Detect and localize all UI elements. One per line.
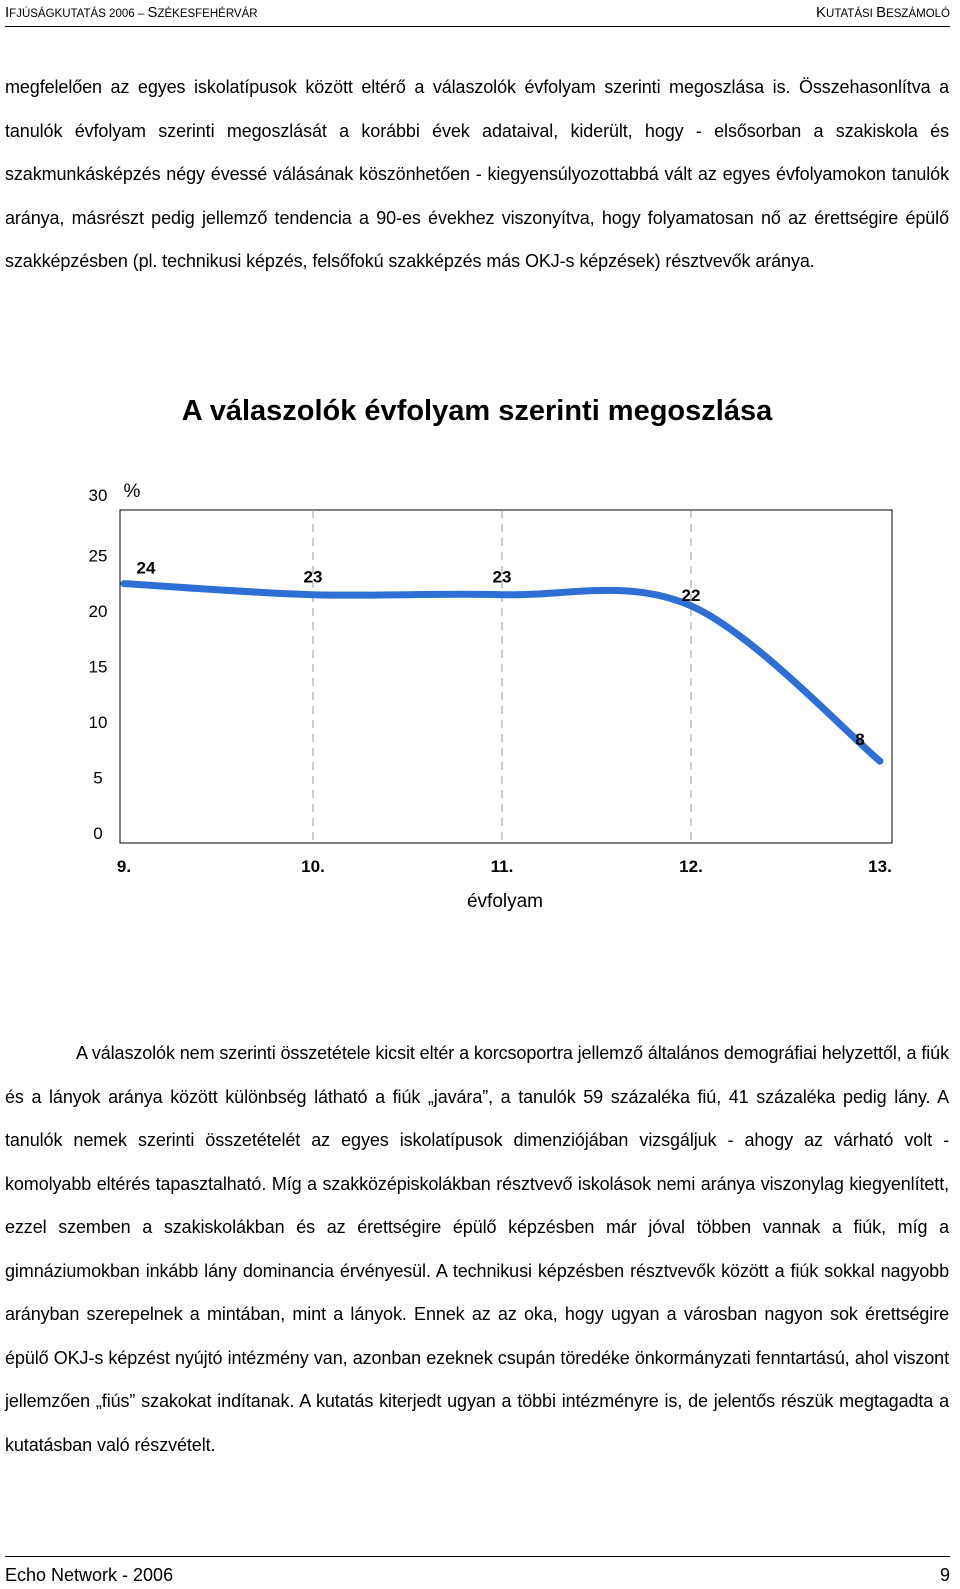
header-right-rest1: UTATÁSI	[826, 8, 877, 20]
data-label: 24	[136, 558, 156, 578]
chart-title: A válaszolók évfolyam szerinti megoszlása	[181, 395, 773, 427]
y-tick-label: 20	[88, 602, 108, 621]
header-left	[5, 4, 258, 21]
header-right-cap1: K	[816, 4, 827, 21]
header-left-rest1: FJÚSÁGKUTATÁS 2006 –	[9, 8, 148, 20]
y-tick-label: 30	[88, 486, 108, 505]
page-header	[5, 4, 950, 27]
page-footer	[5, 1556, 950, 1587]
x-axis-label: évfolyam	[466, 891, 544, 912]
line-chart	[0, 380, 960, 940]
body-paragraph-2: A válaszolók nem szerinti összetétele kicsit eltér a korcsoportra jellemző általános demográfiai helyzettől, a fiúk és a lányok aránya között különbség látható a fiúk „javára”, a tanulók 59 százaléka fiú, 41 százaléka pedig lány. A tanulók nemek szerinti összetételét az egyes iskolatípusok dimenziójában vizsgáljuk - ahogy az várható volt - komolyabb eltérés tapasztalható. Míg a szakközépiskolákban résztvevő iskolások nemi aránya viszonylag kiegyenlített, ezzel szemben a szakiskolákban és az érettségire épülő képzésben már jóval többen vannak a fiúk, míg a gimnáziumokban inkább lány dominancia érvényesül. A technikusi képzésben résztvevők között a fiúk sokkal nagyobb arányban szerepelnek a mintában, mint a lányok. Ennek az az oka, hogy ugyan a városban nagyon sok érettségire épülő OKJ-s képzést nyújtó intézmény van, azonban ezeknek csupán töredéke önkormányzati fenntartású, ahol viszont jellemzően „fiús” szakokat indítanak. A kutatás kiterjedt ugyan a többi intézményre is, de jelentős részük megtagadta a kutatásban való részvételt.	[5, 1043, 949, 1455]
y-tick-label: 5	[93, 768, 103, 788]
data-label: 22	[681, 585, 701, 605]
header-right-rest2: ESZÁMOLÓ	[886, 8, 950, 20]
y-tick-label: 0	[93, 824, 103, 843]
header-left-rest2: ZÉKESFEHÉRVÁR	[157, 8, 258, 20]
x-tick-label: 13.	[868, 857, 892, 876]
x-tick-label: 11.	[490, 857, 514, 876]
y-tick-label: 25	[88, 546, 108, 566]
data-label: 8	[855, 730, 865, 750]
y-tick-labels	[89, 486, 108, 843]
x-tick-label: 10.	[301, 857, 325, 876]
data-label: 23	[492, 567, 512, 587]
footer-publisher: Echo Network - 2006	[5, 1565, 174, 1585]
y-axis-label: %	[123, 481, 141, 502]
y-tick-label: 10	[88, 713, 108, 732]
header-left-cap2: S	[147, 4, 158, 21]
header-right	[816, 4, 950, 21]
body-paragraph-1: megfelelően az egyes iskolatípusok között eltérő a válaszolók évfolyam szerinti megoszlása is. Összehasonlítva a tanulók évfolyam szerinti megoszlását a korábbi évek adataival, kiderült, hogy - elsősorban a szakiskola és szakmunkásképzés négy évessé válásának köszönhetően - kiegyensúlyozottabbá vált az egyes évfolyamokon tanulók aránya, másrészt pedig jellemző tendencia a 90-es évekhez viszonyítva, hogy folyamatosan nő az érettségire épülő szakképzésben (pl. technikusi képzés, felsőfokú szakképzés más OKJ-s képzések) résztvevők aránya.	[5, 77, 949, 271]
header-right-cap2: B	[876, 4, 887, 21]
data-labels	[137, 559, 865, 750]
page-number: 9	[939, 1565, 950, 1585]
data-label: 23	[303, 567, 323, 587]
plot-area	[120, 510, 892, 843]
grid-lines	[313, 510, 691, 843]
x-tick-label: 9.	[116, 857, 132, 876]
x-tick-label: 12.	[679, 857, 703, 876]
x-tick-labels	[117, 857, 892, 876]
header-left-cap1: I	[5, 4, 10, 21]
y-tick-label: 15	[88, 657, 108, 677]
